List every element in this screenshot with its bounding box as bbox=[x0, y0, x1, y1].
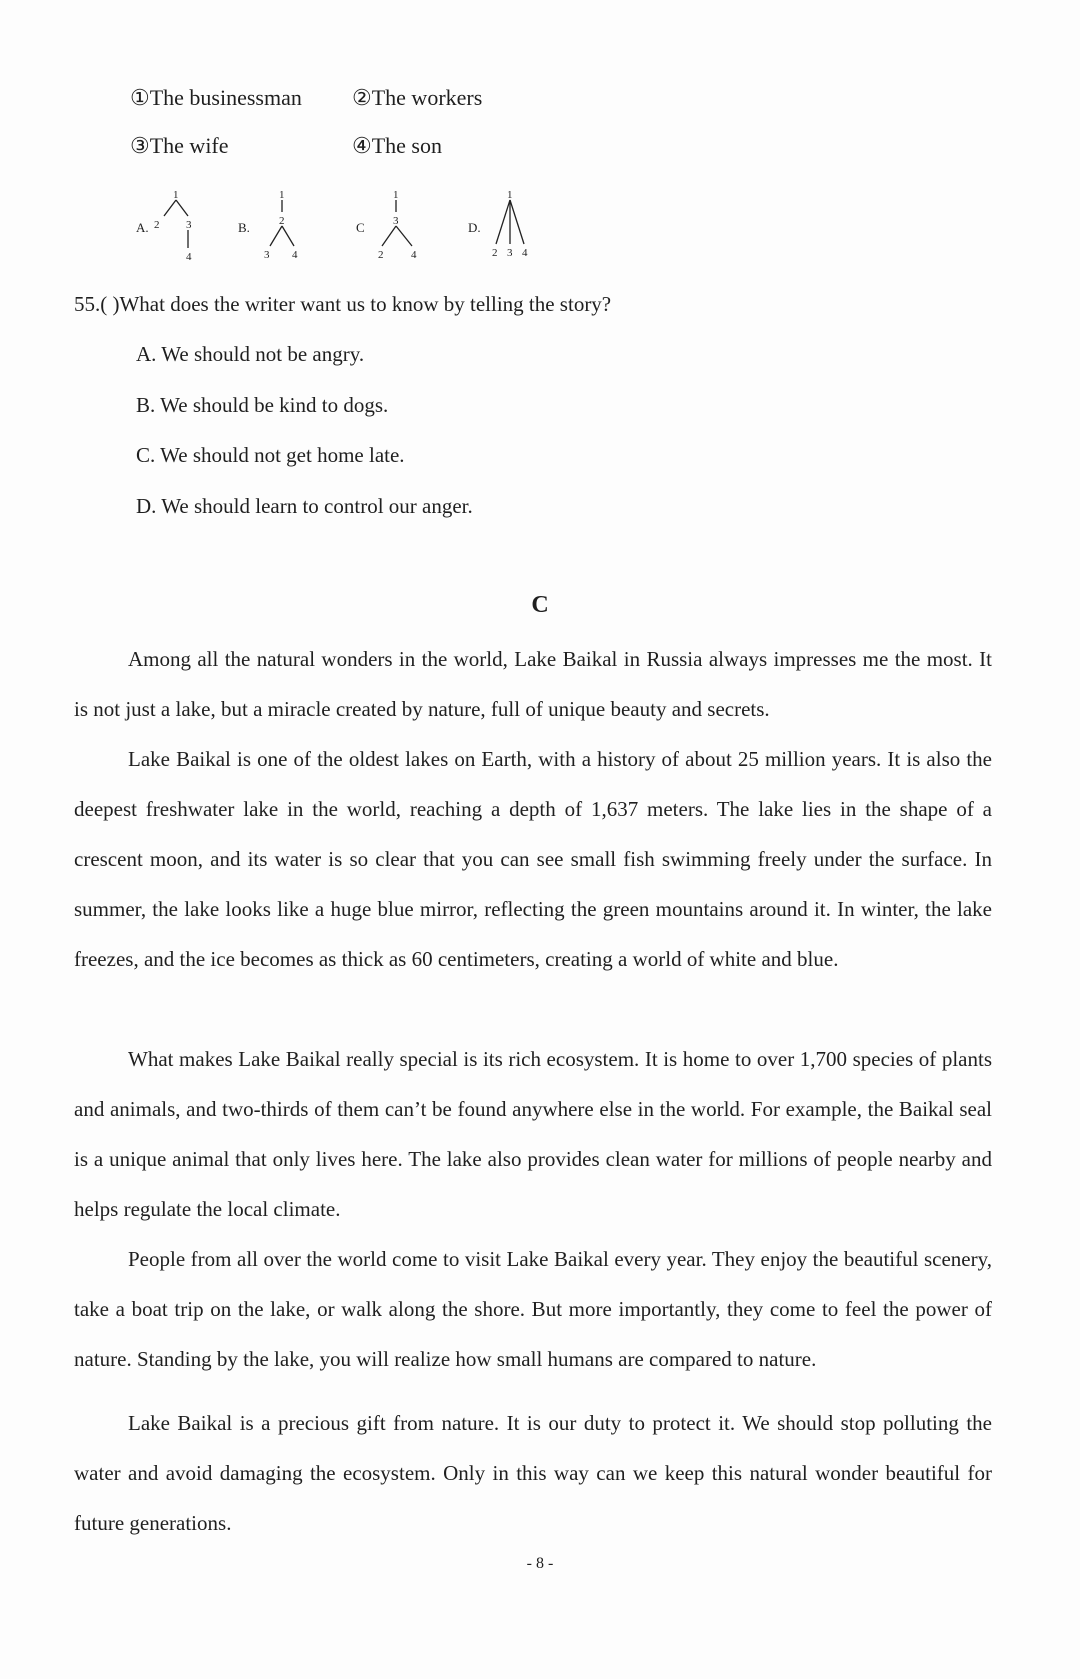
tree-diagram-a bbox=[136, 188, 206, 264]
page-number: - 8 - bbox=[526, 1555, 554, 1572]
node-right: 4 bbox=[292, 249, 298, 261]
q54-option-4: ④The son bbox=[352, 133, 442, 158]
passage-paragraph-1: Among all the natural wonders in the world, Lake Baikal in Russia always impresses me the most. It is not just a lake, but a miracle created by nature, full of unique beauty and secrets. bbox=[74, 647, 992, 721]
q54-option-2: ②The workers bbox=[352, 85, 483, 110]
q54-options-row-2 bbox=[130, 132, 574, 160]
passage-title: C bbox=[531, 592, 549, 618]
node-mid: 3 bbox=[393, 215, 399, 227]
q55-question: 55.( )What does the writer want us to know by telling the story? bbox=[74, 292, 612, 316]
q55-choice-d: D. We should learn to control our anger. bbox=[136, 494, 473, 518]
diagram-letter: B. bbox=[238, 220, 250, 235]
node-right: 3 bbox=[186, 219, 192, 231]
q54-diagram-b bbox=[238, 188, 338, 264]
tree-diagram-c bbox=[356, 188, 426, 264]
node-bottom: 4 bbox=[186, 251, 192, 263]
node-left: 2 bbox=[154, 219, 160, 231]
q54-option-3: ③The wife bbox=[130, 133, 229, 158]
node-right: 4 bbox=[411, 249, 417, 261]
passage-paragraph-3: What makes Lake Baikal really special is its rich ecosystem. It is home to over 1,700 species of plants and animals, and two-thirds of them can’t be found anywhere else in the world. For example, the Baikal seal is a unique animal that only lives here. The lake also provides clean water for millions of people nearby and helps regulate the local climate. bbox=[74, 1047, 992, 1221]
q54-diagram-c bbox=[356, 188, 456, 264]
passage-paragraph-2: Lake Baikal is one of the oldest lakes on Earth, with a history of about 25 million years. It is also the deepest freshwater lake in the world, reaching a depth of 1,637 meters. The lake lies in the shape of a crescent moon, and its water is so clear that you can see small fish swimming freely under the surface. In summer, the lake looks like a huge blue mirror, reflecting the green mountains around it. In winter, the lake freezes, and the ice becomes as thick as 60 centimeters, creating a world of white and blue. bbox=[74, 747, 992, 971]
q55-choice-c: C. We should not get home late. bbox=[136, 443, 405, 467]
q54-option-1: ①The businessman bbox=[130, 85, 302, 110]
node-left: 3 bbox=[264, 249, 270, 261]
node-top: 1 bbox=[507, 189, 513, 201]
q55-choice-b: B. We should be kind to dogs. bbox=[136, 393, 389, 417]
node-right: 4 bbox=[522, 247, 528, 259]
node-left: 2 bbox=[378, 249, 384, 261]
node-mid: 2 bbox=[279, 215, 285, 227]
q55-choice-a: A. We should not be angry. bbox=[136, 342, 365, 366]
diagram-letter: D. bbox=[468, 220, 481, 235]
node-left: 2 bbox=[492, 247, 498, 259]
node-top: 1 bbox=[173, 189, 179, 201]
q54-options-row-1 bbox=[130, 84, 574, 112]
q54-diagram-a bbox=[136, 188, 236, 264]
tree-diagram-b bbox=[238, 188, 308, 264]
passage-paragraph-5: Lake Baikal is a precious gift from nature. It is our duty to protect it. We should stop polluting the water and avoid damaging the ecosystem. Only in this way can we keep this natural wonder beautiful for future generations. bbox=[74, 1411, 992, 1535]
node-top: 1 bbox=[279, 189, 285, 201]
node-top: 1 bbox=[393, 189, 399, 201]
node-mid: 3 bbox=[507, 247, 513, 259]
passage-paragraph-4: People from all over the world come to visit Lake Baikal every year. They enjoy the beautiful scenery, take a boat trip on the lake, or walk along the shore. But more importantly, they come to feel the power of nature. Standing by the lake, you will realize how small humans are compared to nature. bbox=[74, 1247, 992, 1371]
q54-diagram-d bbox=[468, 188, 568, 264]
diagram-letter: A. bbox=[136, 220, 149, 235]
tree-diagram-d bbox=[468, 188, 538, 264]
diagram-letter: C bbox=[356, 220, 365, 235]
